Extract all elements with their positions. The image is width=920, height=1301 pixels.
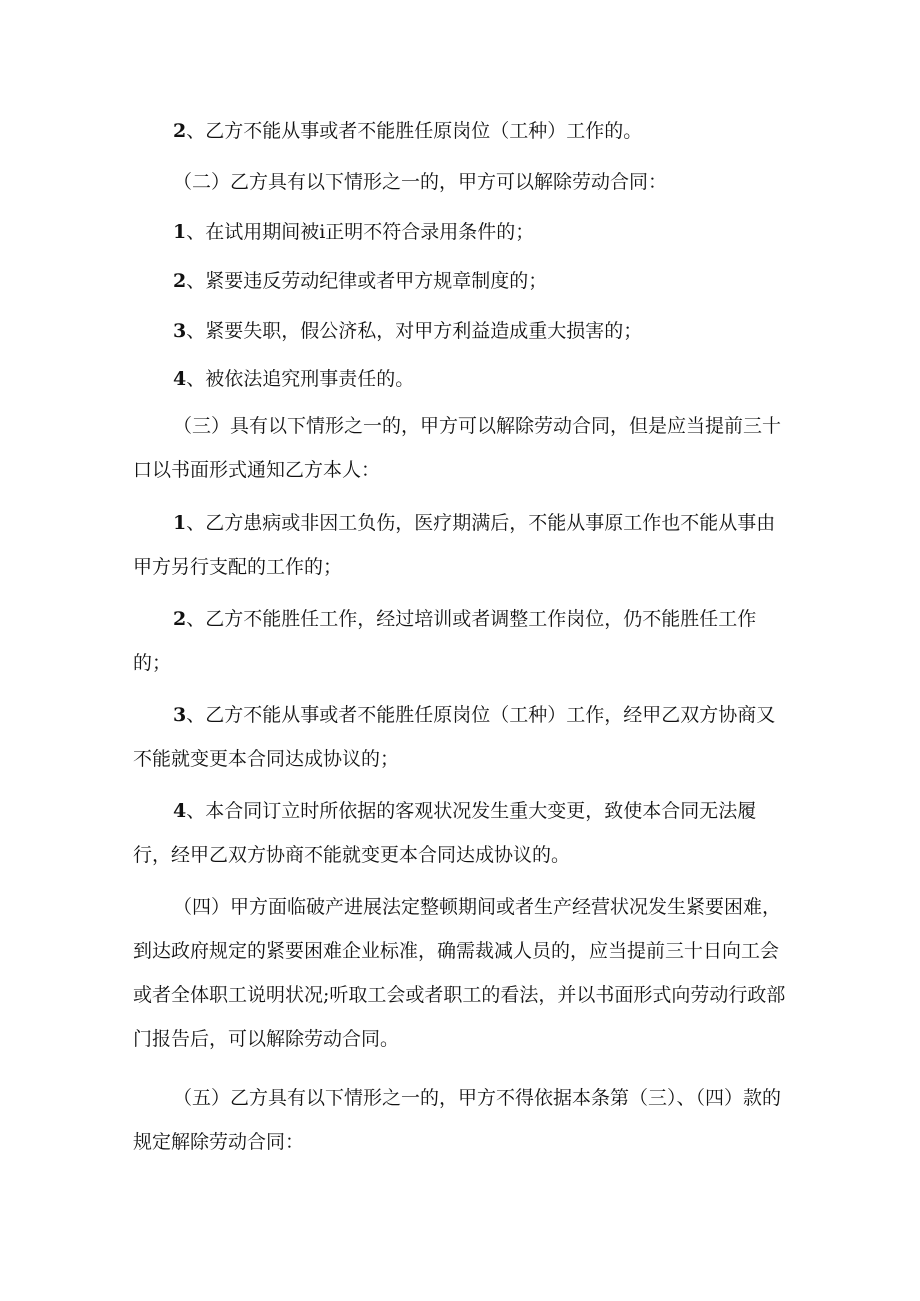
paragraph-section-2-heading [133, 160, 793, 204]
paragraph-text: 、乙方不能从事或者不能胜任原岗位（工种）工作的。 [186, 120, 643, 142]
paragraph-text: （五）乙方具有以下情形之一的，甲方不得依据本条第（三）、（四）款的规定解除劳动合同： [133, 1087, 782, 1153]
paragraph-item-3-misconduct [133, 309, 793, 353]
paragraph-item-3-no-agreement [133, 693, 793, 781]
paragraph-item-2-incompetent [133, 597, 793, 685]
paragraph-text: 、乙方患病或非因工负伤，医疗期满后，不能从事原工作也不能从事由甲方另行支配的工作的； [133, 512, 776, 578]
paragraph-item-4-criminal [133, 357, 793, 401]
paragraph-text: 、紧要失职，假公济私，对甲方利益造成重大损害的； [186, 320, 643, 342]
item-number: 2 [173, 270, 187, 292]
paragraph-clause-2-unable-original-post [133, 109, 793, 153]
item-number: 2 [173, 120, 187, 142]
item-number: 4 [173, 800, 187, 822]
item-number: 4 [173, 368, 187, 390]
paragraph-text: （四）甲方面临破产进展法定整顿期间或者生产经营状况发生紧要困难，到达政府规定的紧要困难企业标准，确需裁减人员的，应当提前三十日向工会或者全体职工说明状况;听取工会或者职工的看法，并以书面形式向劳动行政部门报告后，可以解除劳动合同。 [133, 896, 786, 1050]
item-number: 3 [173, 320, 187, 342]
paragraph-item-4-circumstance-change [133, 789, 793, 877]
paragraph-text: 、被依法追究刑事责任的。 [186, 368, 415, 390]
paragraph-section-4-layoffs [133, 885, 793, 1061]
paragraph-section-3-heading [133, 404, 793, 492]
paragraph-item-1-illness [133, 501, 793, 589]
item-number: 1 [173, 512, 187, 534]
item-number: 3 [173, 704, 187, 726]
paragraph-text: 、在试用期间被i正明不符合录用条件的； [186, 221, 535, 243]
paragraph-text: 、紧要违反劳动纪律或者甲方规章制度的； [186, 270, 548, 292]
paragraph-text: （二）乙方具有以下情形之一的，甲方可以解除劳动合同： [173, 171, 668, 193]
item-number: 2 [173, 608, 187, 630]
paragraph-section-5-heading [133, 1076, 793, 1164]
paragraph-item-2-discipline [133, 259, 793, 303]
paragraph-text: （三）具有以下情形之一的，甲方可以解除劳动合同，但是应当提前三十口以书面形式通知乙方本人： [133, 415, 782, 481]
paragraph-text: 、乙方不能胜任工作，经过培训或者调整工作岗位，仍不能胜任工作的； [133, 608, 757, 674]
paragraph-text: 、乙方不能从事或者不能胜任原岗位（工种）工作，经甲乙双方协商又不能就变更本合同达成协议的； [133, 704, 776, 770]
paragraph-text: 、本合同订立时所依据的客观状况发生重大变更，致使本合同无法履行，经甲乙双方协商不能就变更本合同达成协议的。 [133, 800, 757, 866]
paragraph-item-1-probation [133, 210, 793, 254]
item-number: 1 [173, 221, 187, 243]
